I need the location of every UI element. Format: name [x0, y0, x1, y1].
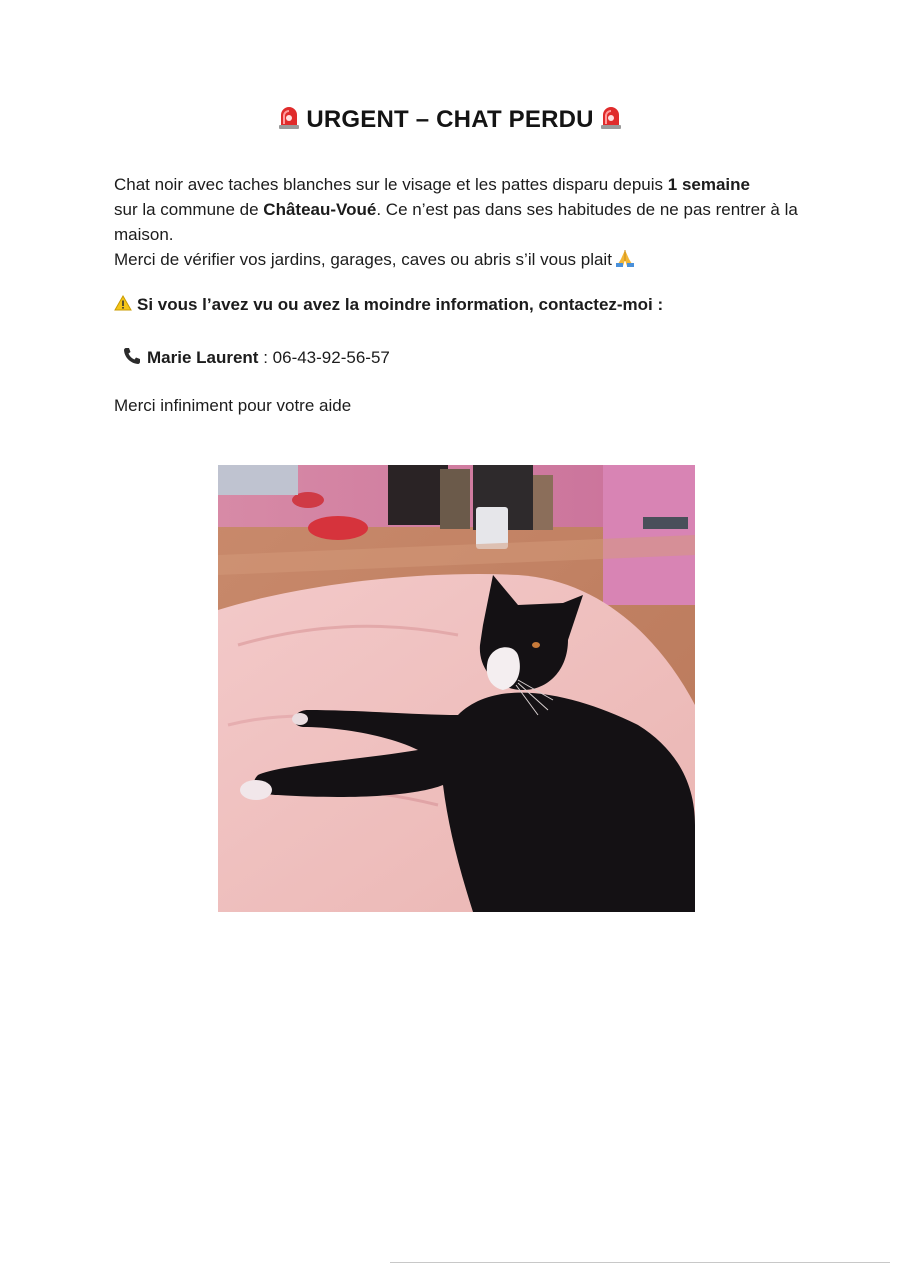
- title-text: URGENT – CHAT PERDU: [306, 106, 594, 133]
- description-part2: sur la commune de: [114, 200, 264, 219]
- contact-phone[interactable]: 06-43-92-56-57: [272, 348, 390, 367]
- missing-duration: 1 semaine: [667, 175, 750, 194]
- contact-name: Marie Laurent: [147, 348, 259, 367]
- description-part3: . Ce n’est pas dans ses habitudes de ne pas rentrer à la maison.: [114, 200, 798, 244]
- contact-separator: :: [258, 348, 273, 367]
- flyer-title: [0, 106, 900, 134]
- description-paragraph: [114, 172, 814, 272]
- rotating-light-icon: [600, 106, 622, 130]
- warning-text: Si vous l’avez vu ou avez la moindre information, contactez-moi :: [137, 295, 664, 314]
- contact-line: [122, 346, 390, 368]
- request-text: Merci de vérifier vos jardins, garages, caves ou abris s’il vous plait: [114, 250, 612, 269]
- scan-edge-line: [390, 1262, 890, 1263]
- rotating-light-icon: [278, 106, 300, 130]
- warning-line: [114, 295, 663, 315]
- description-part1: Chat noir avec taches blanches sur le visage et les pattes disparu depuis: [114, 175, 668, 194]
- thanks-text: Merci infiniment pour votre aide: [114, 396, 352, 415]
- telephone-icon: [122, 346, 142, 366]
- town-name: Château-Voué: [263, 200, 377, 219]
- warning-icon: [114, 295, 132, 311]
- folded-hands-icon: [614, 248, 636, 268]
- cat-photo: [218, 465, 695, 912]
